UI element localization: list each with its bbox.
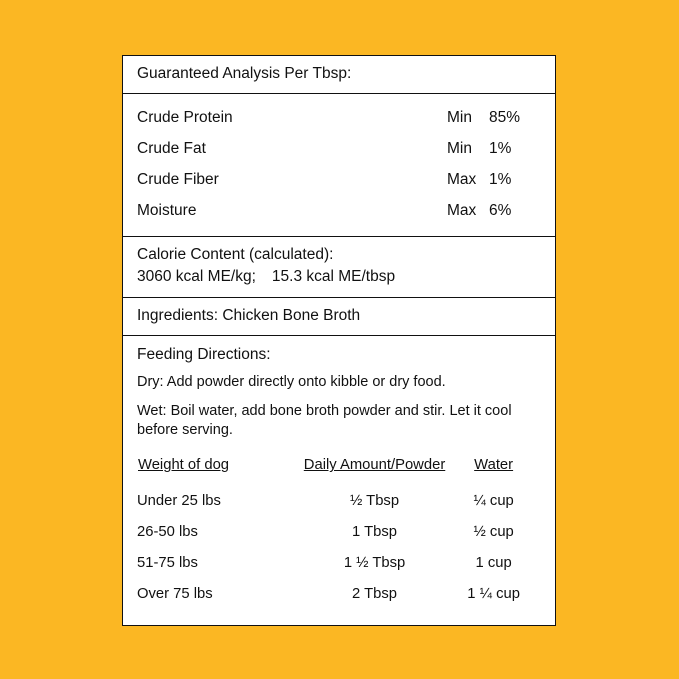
- table-header-row: [137, 456, 541, 485]
- cell-water: 1 ¼ cup: [467, 585, 520, 602]
- cell-water: 1 cup: [475, 554, 512, 571]
- column-header-weight: Weight of dog: [138, 457, 230, 474]
- nutrient-value: 1%: [489, 170, 512, 188]
- nutrient-value: 1%: [489, 139, 512, 157]
- calorie-content-title: Calorie Content (calculated):: [137, 246, 334, 263]
- nutrient-name: Crude Fiber: [137, 170, 219, 188]
- feeding-directions-wet: Wet: Boil water, add bone broth powder and stir. Let it cool before serving.: [137, 403, 512, 439]
- nutrient-qualifier: Max: [447, 170, 477, 188]
- cell-amount: 1 ½ Tbsp: [343, 554, 406, 571]
- feeding-directions-title: Feeding Directions:: [137, 346, 271, 363]
- calorie-content-section: [123, 237, 555, 298]
- cell-water: ½ cup: [473, 523, 514, 540]
- cell-amount: ½ Tbsp: [349, 492, 400, 509]
- column-header-water: Water: [474, 457, 514, 474]
- cell-weight: 26-50 lbs: [137, 523, 198, 540]
- table-row: [137, 578, 541, 609]
- cell-weight: Over 75 lbs: [137, 585, 213, 602]
- nutrient-qualifier: Min: [447, 139, 472, 157]
- nutrient-qualifier: Max: [447, 201, 477, 219]
- guaranteed-analysis-table: [123, 94, 555, 237]
- nutrient-name: Crude Protein: [137, 108, 233, 126]
- nutrient-value: 6%: [489, 201, 512, 219]
- table-row: [137, 195, 541, 226]
- ingredients-section: [123, 298, 555, 336]
- table-row: [137, 485, 541, 516]
- nutrient-name: Moisture: [137, 201, 197, 219]
- cell-water: ¼ cup: [473, 492, 514, 509]
- guaranteed-analysis-title: Guaranteed Analysis Per Tbsp:: [137, 65, 352, 82]
- column-header-amount: Daily Amount/Powder: [303, 457, 446, 474]
- table-row: [137, 516, 541, 547]
- feeding-directions-section: [123, 336, 555, 625]
- nutrient-name: Crude Fat: [137, 139, 206, 157]
- nutrient-value: 85%: [489, 108, 521, 126]
- nutrient-qualifier: Min: [447, 108, 472, 126]
- cell-weight: 51-75 lbs: [137, 554, 198, 571]
- pet-food-label-panel: [122, 55, 556, 626]
- cell-weight: Under 25 lbs: [137, 492, 221, 509]
- cell-amount: 2 Tbsp: [352, 585, 398, 602]
- table-row: [137, 133, 541, 164]
- table-row: [137, 547, 541, 578]
- ingredients-label: Ingredients:: [137, 307, 218, 324]
- calorie-per-kg: 3060 kcal ME/kg;: [137, 268, 256, 285]
- guaranteed-analysis-header: [123, 56, 555, 94]
- feeding-chart-table: [137, 456, 541, 609]
- cell-amount: 1 Tbsp: [352, 523, 398, 540]
- ingredients-value: Chicken Bone Broth: [222, 307, 361, 324]
- table-row: [137, 164, 541, 195]
- calorie-per-tbsp: 15.3 kcal ME/tbsp: [271, 268, 396, 285]
- table-row: [137, 102, 541, 133]
- feeding-directions-dry: Dry: Add powder directly onto kibble or dry food.: [137, 374, 446, 390]
